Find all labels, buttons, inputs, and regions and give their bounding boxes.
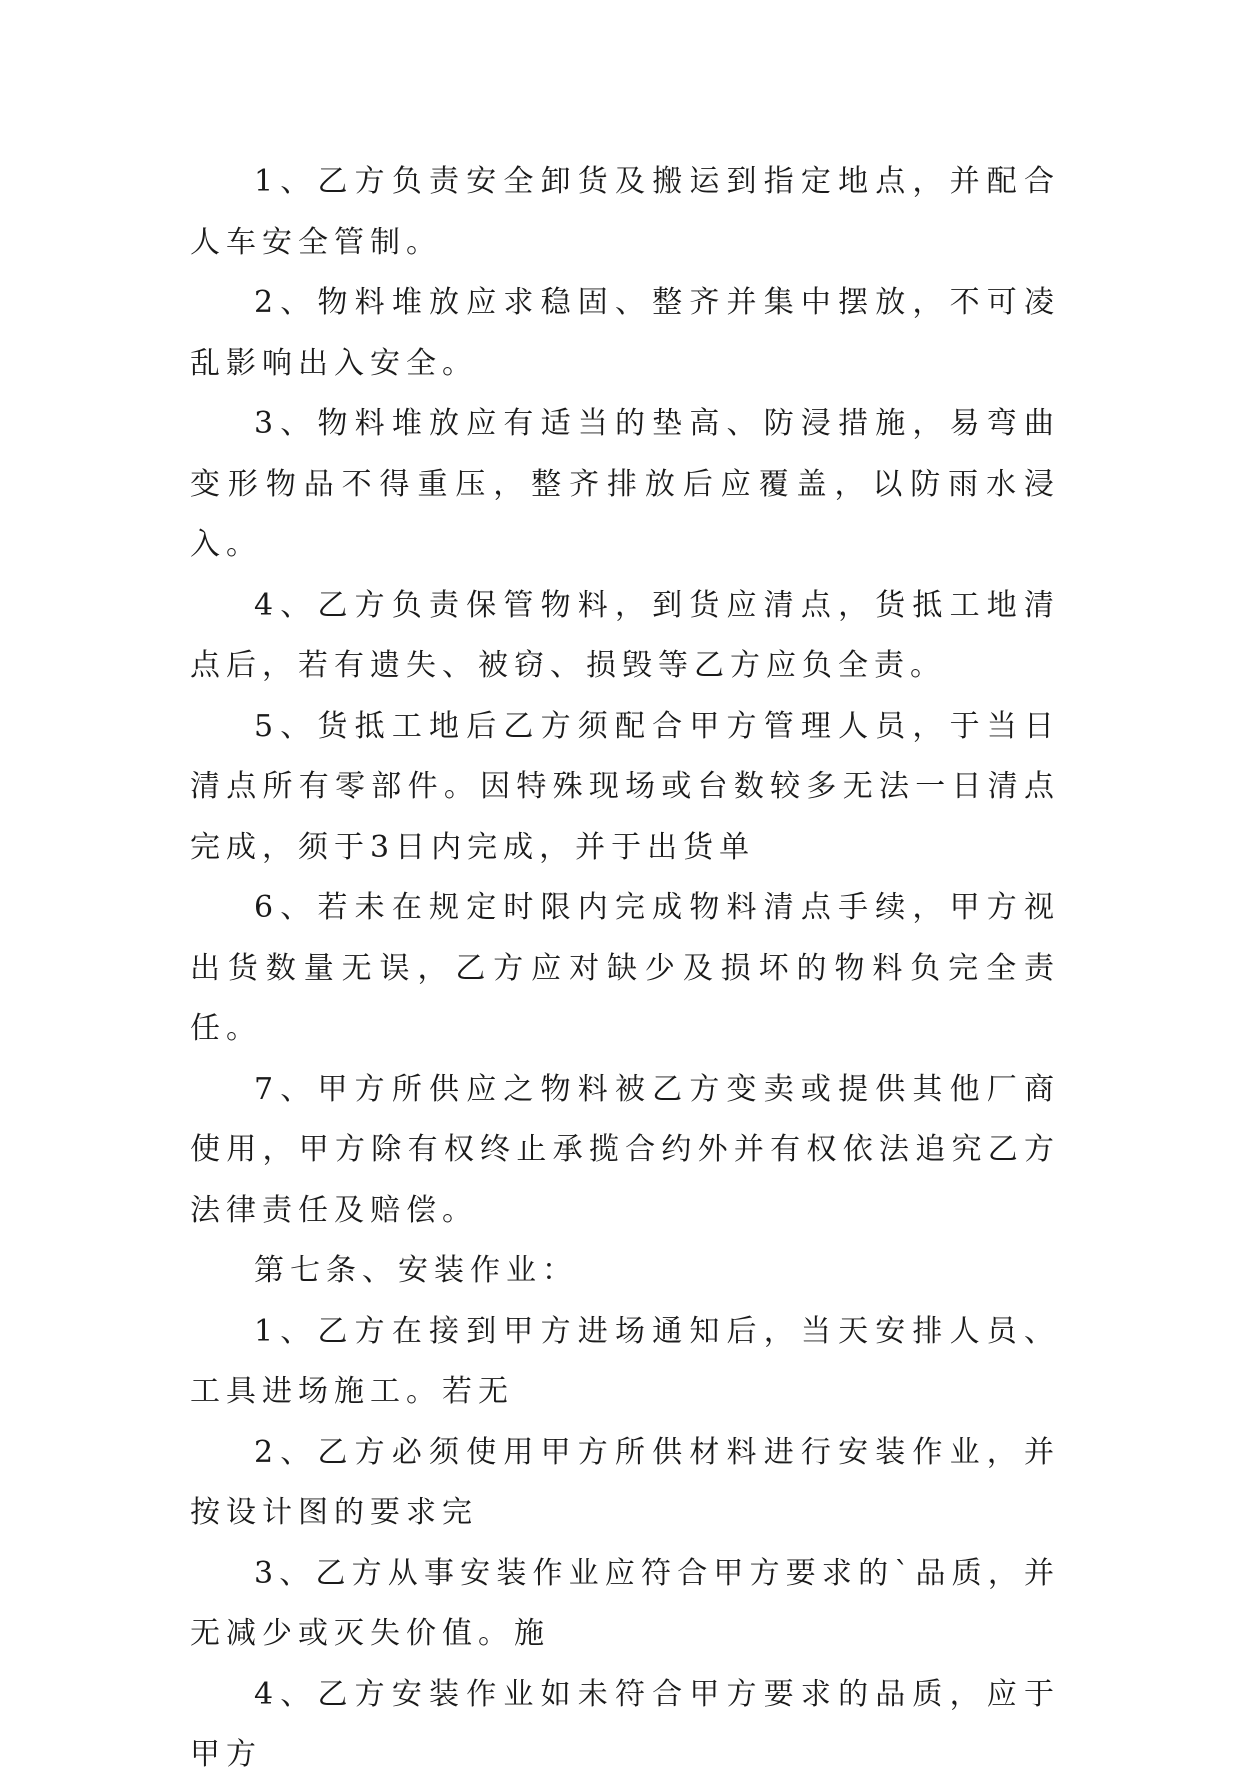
paragraph-9: 2、乙方必须使用甲方所供材料进行安装作业，并按设计图的要求完 [190,1434,1060,1530]
section-heading: 第七条、安装作业： [254,1253,578,1288]
paragraph-3: 3、物料堆放应有适当的垫高、防浸措施，易弯曲变形物品不得重压，整齐排放后应覆盖，以防雨水浸入。 [190,406,1060,562]
paragraph-1: 1、乙方负责安全卸货及搬运到指定地点，并配合人车安全管制。 [190,164,1060,260]
paragraph-4: 4、乙方负责保管物料，到货应清点，货抵工地清点后，若有遗失、被窃、损毁等乙方应负全责。 [190,587,1060,683]
paragraph-7: 7、甲方所供应之物料被乙方变卖或提供其他厂商使用，甲方除有权终止承揽合约外并有权依法追究乙方法律责任及赔偿。 [190,1071,1060,1228]
paragraph-10: 3、乙方从事安装作业应符合甲方要求的`品质，并无减少或灭失价值。施 [190,1555,1060,1651]
paragraph-11: 4、乙方安装作业如未符合甲方要求的品质，应于甲方 [190,1676,1060,1772]
paragraph-8: 1、乙方在接到甲方进场通知后，当天安排人员、工具进场施工。若无 [190,1313,1060,1409]
document-body [190,152,1060,1786]
paragraph-6: 6、若未在规定时限内完成物料清点手续，甲方视出货数量无误，乙方应对缺少及损坏的物料负完全责任。 [190,890,1060,1046]
paragraph-2: 2、物料堆放应求稳固、整齐并集中摆放，不可凌乱影响出入安全。 [190,285,1060,381]
paragraph-5: 5、货抵工地后乙方须配合甲方管理人员，于当日清点所有零部件。因特殊现场或台数较多无法一日清点完成，须于3日内完成，并于出货单 [190,708,1060,865]
